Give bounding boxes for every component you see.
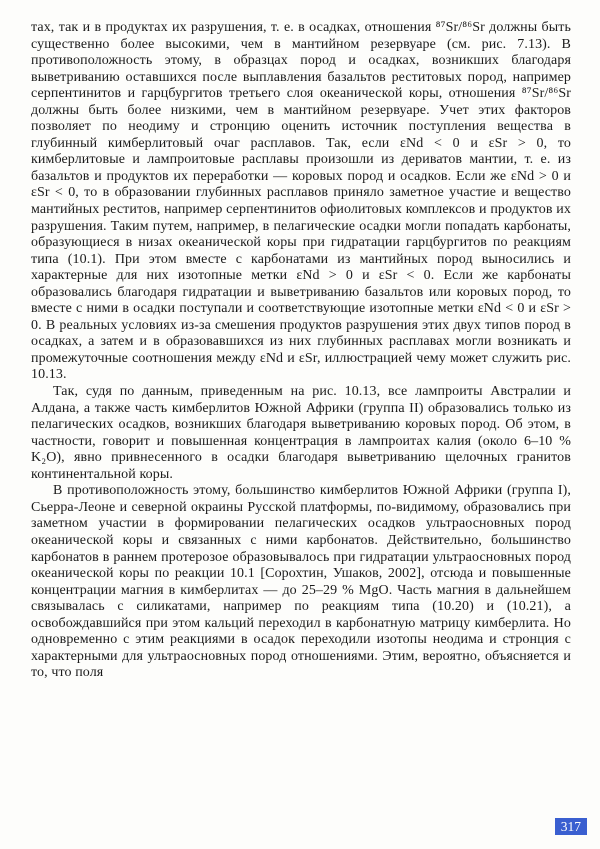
paragraph-kimberlites: В противоположность этому, большинство кимберлитов Южной Африки (группа I), Сьерра-Леоне и северной окраины Русской платформы, по-видимому, образовались при заметном участии в формировании пелагических осадков ультраосновных пород океанической коры и связанных с ними карбонатов. Действительно, большинство карбонатов в раннем протерозое образовывалось при гидратации ультраосновных пород океанической коры по реакции 10.1 [Сорохтин, Ушаков, 2002], отсюда и повышенные концентрации магния в кимберлитах — до 25–29 % MgO. Часть магния в дальнейшем связывалась с силикатами, например по реакциям типа (10.20) и (10.21), а освобождавшийся при этом кальций переходил в карбонатную матрицу кимберлита. Но одновременно с этим реакциями в осадок переходили изотопы неодима и стронция с характерными для ультраосновных пород отношениями. Этим, вероятно, объясняется и то, что поля — [31, 483, 571, 681]
paragraph-lamproites: Так, судя по данным, приведенным на рис. 10.13, все лампроиты Австралии и Алдана, а также часть кимберлитов Южной Африки (группа II) образовались только из пелагических осадков, возникших благодаря выветриванию коровых пород. Об этом, в частности, говорит и повышенная концентрация в лампроитах калия (около 6–10 % K₂O), явно привнесенного в осадки благодаря выветриванию щелочных гранитов континентальной коры. — [31, 384, 571, 482]
paragraph-continuation: тах, так и в продуктах их разрушения, т. е. в осадках, отношения ⁸⁷Sr/⁸⁶Sr должны быть существенно более высокими, чем в мантийном резервуаре (см. рис. 7.13). В противоположность этому, в образцах пород и осадках, возникших благодаря выветриванию оставшихся после выплавления базальтов реститовых пород, например серпентинитов и гарцбургитов третьего слоя океанической коры, отношения ⁸⁷Sr/⁸⁶Sr должны быть более низкими, чем в мантийном резервуаре. Учет этих факторов позволяет по неодиму и стронцию оценить источник поступления вещества в глубинный кимберлитовый очаг расплавов. Так, если εNd < 0 и εSr > 0, то кимберлитовые и лампроитовые расплавы произошли из дериватов мантии, т. е. из базальтов и продуктов их переработки — коровых пород и осадков. Если же εNd > 0 и εSr < 0, то в образовании глубинных расплавов приняло заметное участие и вещество мантийных реститов, например серпентинитов офиолитовых комплексов и продуктов их разрушения. Таким путем, например, в пелагические осадки могли попадать карбонаты, образующиеся в низах океанической коры при гидратации гарцбургитов по реакциям типа (10.1). При этом вместе с карбонатами из мантийных пород выносились и характерные для них изотопные метки εNd > 0 и εSr < 0. Если же карбонаты образовались благодаря гидратации и выветриванию базальтов или коровых пород, то вместе с ними в осадки поступали и соответствующие изотопные метки εNd < 0 и εSr > 0. В реальных условиях из-за смешения продуктов разрушения этих двух типов пород в осадках, а затем и в образовавшихся из них глубинных расплавах могли возникать и промежуточные соотношения между εNd и εSr, иллюстрацией чему может служить рис. 10.13. — [31, 20, 571, 383]
page-number-highlighted: 317 — [555, 818, 587, 835]
page-text-block — [31, 20, 571, 682]
